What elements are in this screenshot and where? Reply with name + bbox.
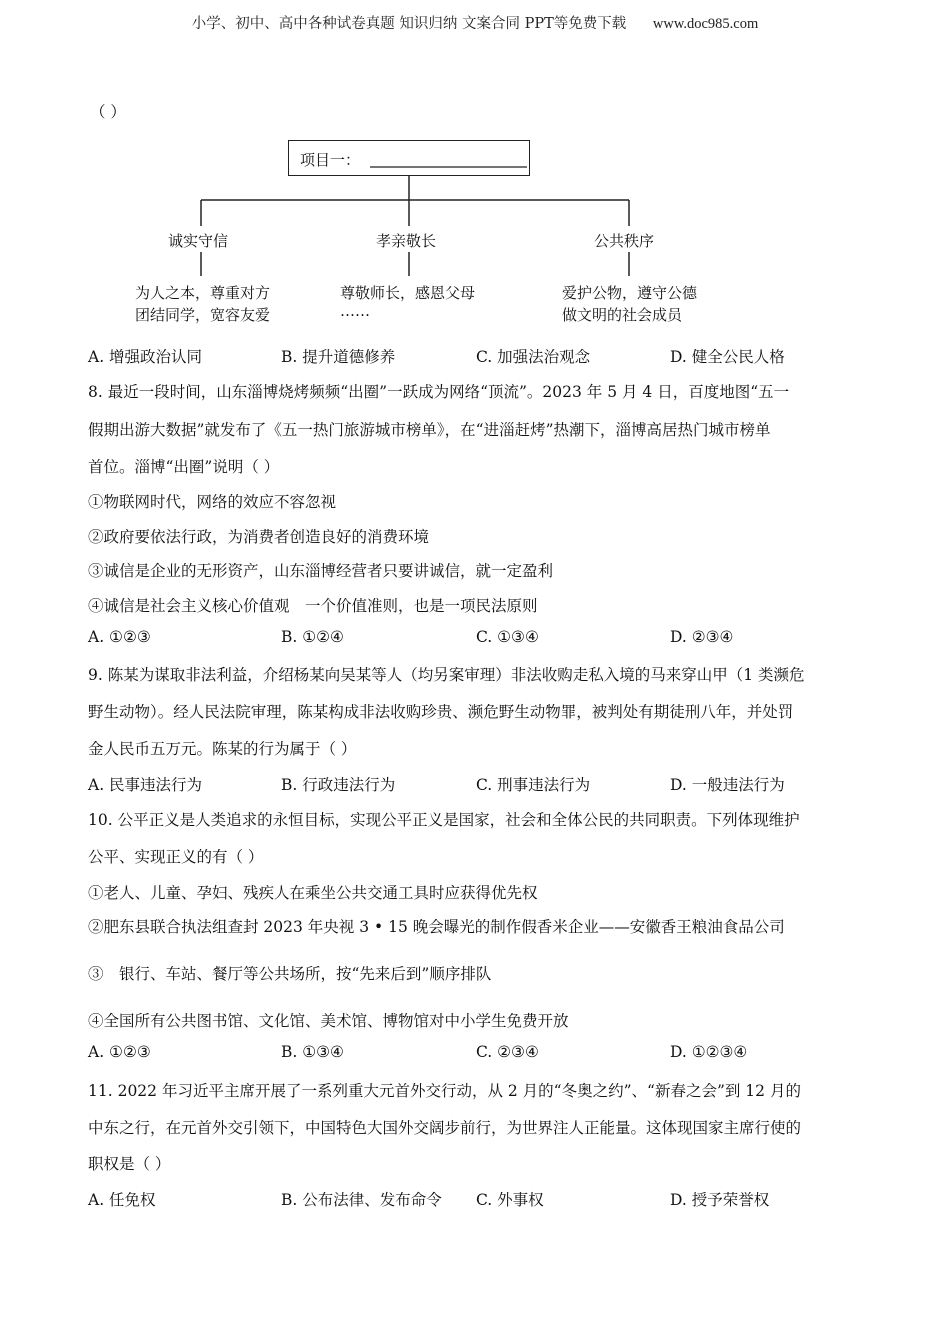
q11-line-3: 职权是（ ） [88, 1155, 171, 1173]
q10-item-1: ①老人、儿童、孕妇、残疾人在乘坐公共交通工具时应获得优先权 [88, 884, 538, 902]
q8-item-2: ②政府要依法行政，为消费者创造良好的消费环境 [88, 528, 430, 546]
q8-option-d: D. ②③④ [670, 628, 734, 646]
q9-option-d: D. 一般违法行为 [670, 776, 785, 794]
q9-option-b: B. 行政违法行为 [281, 776, 396, 794]
diagram-branch-1-line-1: 为人之本，尊重对方 [135, 284, 271, 302]
diagram-branch-title-2: 孝亲敬长 [376, 232, 437, 250]
q7-option-b: B. 提升道德修养 [281, 348, 396, 366]
q9-line-1: 9. 陈某为谋取非法利益，介绍杨某向吴某等人（均另案审理）非法收购走私入境的马来穿山甲（1 类濒危 [88, 666, 805, 684]
q10-line-1: 10. 公平正义是人类追求的永恒目标，实现公平正义是国家，社会和全体公民的共同职责。下列体现维护 [88, 811, 800, 829]
q8-option-c: C. ①③④ [476, 628, 539, 646]
q9-line-3: 金人民币五万元。陈某的行为属于（ ） [88, 740, 357, 758]
q10-item-2: ②肥东县联合执法组查封 2023 年央视 3 • 15 晚会曝光的制作假香米企业——安徽香王粮油食品公司 [88, 918, 785, 936]
q10-option-a: A. ①②③ [88, 1043, 151, 1061]
q10-option-d: D. ①②③④ [670, 1043, 748, 1061]
q11-option-b: B. 公布法律、发布命令 [281, 1191, 442, 1209]
q9-option-c: C. 刑事违法行为 [476, 776, 591, 794]
q8-item-1: ①物联网时代，网络的效应不容忽视 [88, 493, 337, 511]
diagram-branch-2-line-1: 尊敬师长，感恩父母 [340, 284, 476, 302]
q9-line-2: 野生动物）。经人民法院审理，陈某构成非法收购珍贵、濒危野生动物罪，被判处有期徒刑八年，并处罚 [88, 703, 794, 721]
q11-option-a: A. 任免权 [88, 1191, 156, 1209]
q8-option-a: A. ①②③ [88, 628, 151, 646]
q8-line-1: 8. 最近一段时间，山东淄博烧烤频频“出圈”一跃成为网络“顶流”。2023 年 5 月 4 日，百度地图“五一 [88, 383, 790, 401]
q8-option-b: B. ①②④ [281, 628, 344, 646]
q10-line-2: 公平、实现正义的有（ ） [88, 848, 264, 866]
q7-diagram [0, 0, 950, 340]
q7-option-c: C. 加强法治观念 [476, 348, 591, 366]
q8-item-4: ④诚信是社会主义核心价值观 一个价值准则，也是一项民法原则 [88, 597, 538, 615]
diagram-root-label: 项目一： [300, 151, 361, 169]
q10-item-3: ③ 银行、车站、餐厅等公共场所，按“先来后到”顺序排队 [88, 965, 492, 983]
diagram-branch-3-line-1: 爱护公物，遵守公德 [562, 284, 698, 302]
header-site: www.doc985.com [652, 16, 759, 32]
q11-option-c: C. 外事权 [476, 1191, 544, 1209]
q11-option-d: D. 授予荣誉权 [670, 1191, 770, 1209]
diagram-branch-3-line-2: 做文明的社会成员 [562, 306, 683, 324]
q7-stem-tail: （ ） [90, 103, 126, 121]
q8-line-2: 假期出游大数据”就发布了《五一热门旅游城市榜单》，在“进淄赶烤”热潮下，淄博高居热门城市榜单 [88, 421, 771, 439]
q8-line-3: 首位。淄博“出圈”说明（ ） [88, 458, 280, 476]
q7-option-d: D. 健全公民人格 [670, 348, 785, 366]
q7-option-a: A. 增强政治认同 [88, 348, 203, 366]
diagram-branch-title-1: 诚实守信 [168, 232, 229, 250]
diagram-branch-title-3: 公共秩序 [594, 232, 655, 250]
diagram-branch-2-line-2: …… [340, 302, 370, 320]
q11-line-2: 中东之行，在元首外交引领下，中国特色大国外交阔步前行，为世界注人正能量。这体现国家主席行使的 [88, 1119, 802, 1137]
q11-line-1: 11. 2022 年习近平主席开展了一系列重大元首外交行动，从 2 月的“冬奥之约”、“新春之会”到 12 月的 [88, 1082, 801, 1100]
header-text: 小学、初中、高中各种试卷真题 知识归纳 文案合同 PPT等免费下载 [191, 16, 627, 32]
q10-item-4: ④全国所有公共图书馆、文化馆、美术馆、博物馆对中小学生免费开放 [88, 1012, 569, 1030]
q9-option-a: A. 民事违法行为 [88, 776, 203, 794]
diagram-branch-1-line-2: 团结同学，宽容友爱 [135, 306, 271, 324]
q10-option-b: B. ①③④ [281, 1043, 344, 1061]
q8-item-3: ③诚信是企业的无形资产，山东淄博经营者只要讲诚信，就一定盈利 [88, 562, 554, 580]
q10-option-c: C. ②③④ [476, 1043, 539, 1061]
